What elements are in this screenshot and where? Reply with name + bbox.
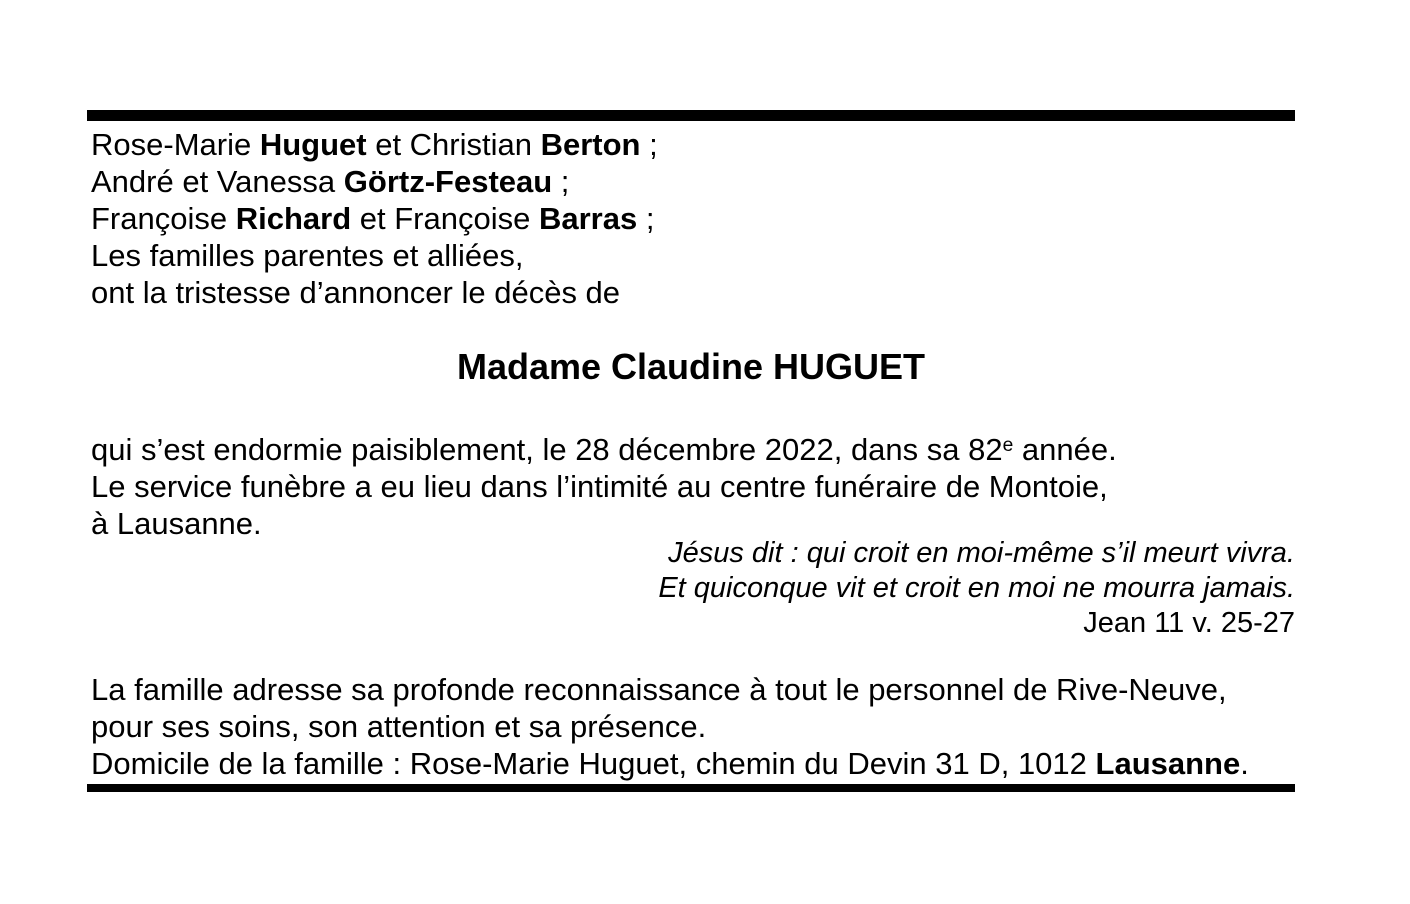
family-name-barras: Barras [538, 201, 638, 236]
intro-line-5: ont la tristesse d’annoncer le décès de [91, 275, 621, 310]
intro-line-3: Françoise Richard et Françoise Barras ; [91, 201, 655, 236]
scripture-quote [87, 536, 1295, 641]
scripture-line-2: Et quiconque vit et croit en moi ne mourra jamais. [658, 572, 1295, 604]
family-name-richard: Richard [235, 201, 352, 236]
family-address-line: Domicile de la famille : Rose-Marie Huguet, chemin du Devin 31 D, 1012 Lausanne. [91, 746, 1249, 781]
ordinal-superscript: e [1002, 435, 1014, 457]
family-name-huguet: Huguet [259, 127, 367, 162]
intro-line-1-text: Rose-Marie [91, 127, 260, 162]
bottom-rule [87, 784, 1295, 792]
scripture-line-1: Jésus dit : qui croit en moi-même s’il meurt vivra. [668, 537, 1295, 569]
top-rule [87, 110, 1295, 121]
death-details-line-1: qui s’est endormie paisiblement, le 28 décembre 2022, dans sa 82e année. [91, 432, 1117, 467]
intro-line-1: Rose-Marie Huguet et Christian Berton ; [91, 127, 658, 162]
address-city: Lausanne [1095, 746, 1241, 781]
acknowledgement-line-1: La famille adresse sa profonde reconnaissance à tout le personnel de Rive-Neuve, [91, 672, 1227, 707]
acknowledgement-paragraph [91, 671, 1249, 782]
intro-paragraph [91, 126, 658, 311]
deceased-name-title: Madame Claudine HUGUET [456, 346, 926, 387]
death-details-line-2: Le service funèbre a eu lieu dans l’intimité au centre funéraire de Montoie, [91, 469, 1108, 504]
death-details-paragraph [91, 431, 1117, 542]
family-name-berton: Berton [540, 127, 641, 162]
family-name-gortz-festeau: Görtz-Festeau [343, 164, 553, 199]
intro-line-4: Les familles parentes et alliées, [91, 238, 524, 273]
acknowledgement-line-2: pour ses soins, son attention et sa présence. [91, 709, 707, 744]
death-details-line-3: à Lausanne. [91, 506, 262, 541]
scripture-reference: Jean 11 v. 25-27 [1083, 607, 1295, 639]
intro-line-2: André et Vanessa Görtz-Festeau ; [91, 164, 570, 199]
